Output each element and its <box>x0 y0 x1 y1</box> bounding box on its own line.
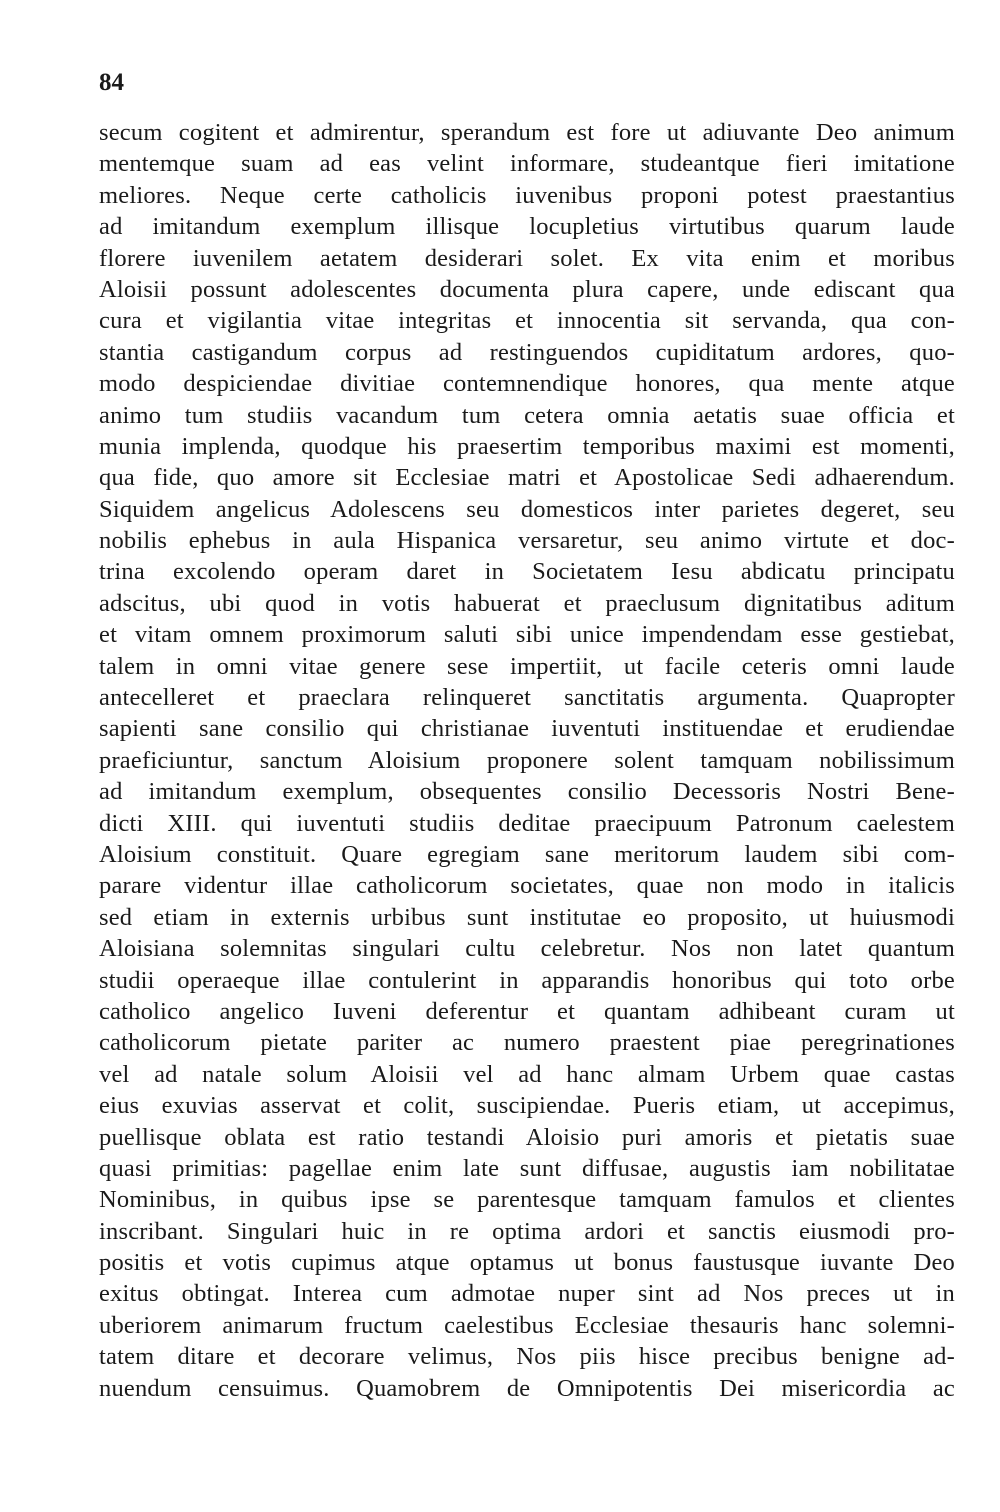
text-line: dicti XIII. qui iuventuti studiis deditae praecipuum Patronum caelestem <box>99 809 955 837</box>
text-line: eius exuvias asservat et colit, suscipiendae. Pueris etiam, ut accepimus, <box>99 1092 955 1120</box>
text-line: catholico angelico Iuveni deferentur et quantam adhibeant curam ut <box>99 997 955 1025</box>
text-line: secum cogitent et admirentur, sperandum est fore ut adiuvante Deo animum <box>99 119 955 146</box>
text-line: sapienti sane consilio qui christianae iuventuti instituendae et erudiendae <box>99 715 955 743</box>
text-line: puellisque oblata est ratio testandi Aloisio puri amoris et pietatis suae <box>99 1123 955 1151</box>
text-line: tatem ditare et decorare velimus, Nos piis hisce precibus benigne ad- <box>99 1343 955 1371</box>
page-number: 84 <box>99 69 124 96</box>
text-line: cura et vigilantia vitae integritas et innocentia sit servanda, qua con- <box>99 307 955 335</box>
text-line: Siquidem angelicus Adolescens seu domesticos inter parietes degeret, seu <box>99 495 955 523</box>
body-text <box>99 117 955 1404</box>
text-line: adscitus, ubi quod in votis habuerat et praeclusum dignitatibus aditum <box>99 589 955 617</box>
text-line: meliores. Neque certe catholicis iuvenibus proponi potest praestantius <box>99 181 955 209</box>
text-line: praeficiuntur, sanctum Aloisium proponere solent tamquam nobilissimum <box>99 746 955 774</box>
text-line: studii operaeque illae contulerint in apparandis honoribus qui toto orbe <box>99 966 955 994</box>
text-line: et vitam omnem proximorum saluti sibi unice impendendam esse gestiebat, <box>99 621 955 649</box>
text-line: mentemque suam ad eas velint informare, studeantque fieri imitatione <box>99 150 955 178</box>
text-line: florere iuvenilem aetatem desiderari solet. Ex vita enim et moribus <box>99 244 955 272</box>
text-line: nobilis ephebus in aula Hispanica versaretur, seu animo virtute et doc- <box>99 527 955 555</box>
text-line: munia implenda, quodque his praesertim temporibus maximi est momenti, <box>99 432 955 460</box>
text-line: animo tum studiis vacandum tum cetera omnia aetatis suae officia et <box>99 401 955 429</box>
text-line: Aloisium constituit. Quare egregiam sane meritorum laudem sibi com- <box>99 840 955 868</box>
text-line: Aloisiana solemnitas singulari cultu celebretur. Nos non latet quantum <box>99 935 955 963</box>
text-line: antecelleret et praeclara relinqueret sanctitatis argumenta. Quapropter <box>99 684 955 712</box>
text-line: modo despiciendae divitiae contemnendique honores, qua mente atque <box>99 370 955 398</box>
text-line: inscribant. Singulari huic in re optima ardori et sanctis eiusmodi pro- <box>99 1217 955 1245</box>
text-line: qua fide, quo amore sit Ecclesiae matri et Apostolicae Sedi adhaerendum. <box>99 464 955 492</box>
text-line: vel ad natale solum Aloisii vel ad hanc almam Urbem quae castas <box>99 1060 955 1088</box>
text-line: parare videntur illae catholicorum societates, quae non modo in italicis <box>99 872 955 900</box>
text-line: uberiorem animarum fructum caelestibus Ecclesiae thesauris hanc solemni- <box>99 1311 955 1339</box>
text-line: exitus obtingat. Interea cum admotae nuper sint ad Nos preces ut in <box>99 1280 955 1308</box>
text-line: ad imitandum exemplum illisque locupletius virtutibus quarum laude <box>99 213 955 241</box>
text-line: stantia castigandum corpus ad restinguendos cupiditatum ardores, quo- <box>99 338 955 366</box>
text-line: quasi primitias: pagellae enim late sunt diffusae, augustis iam nobilitatae <box>99 1154 955 1182</box>
text-line: talem in omni vitae genere sese impertiit, ut facile ceteris omni laude <box>99 652 955 680</box>
text-line: Aloisii possunt adolescentes documenta plura capere, unde ediscant qua <box>99 275 955 303</box>
text-line: Nominibus, in quibus ipse se parentesque tamquam famulos et clientes <box>99 1186 955 1214</box>
text-line: nuendum censuimus. Quamobrem de Omnipotentis Dei misericordia ac <box>99 1374 955 1402</box>
text-line: catholicorum pietate pariter ac numero praestent piae peregrinationes <box>99 1029 955 1057</box>
text-line: ad imitandum exemplum, obsequentes consilio Decessoris Nostri Bene- <box>99 778 955 806</box>
text-line: sed etiam in externis urbibus sunt institutae eo proposito, ut huiusmodi <box>99 903 955 931</box>
text-line: trina excolendo operam daret in Societatem Iesu abdicatu principatu <box>99 558 955 586</box>
text-line: positis et votis cupimus atque optamus ut bonus faustusque iuvante Deo <box>99 1249 955 1277</box>
